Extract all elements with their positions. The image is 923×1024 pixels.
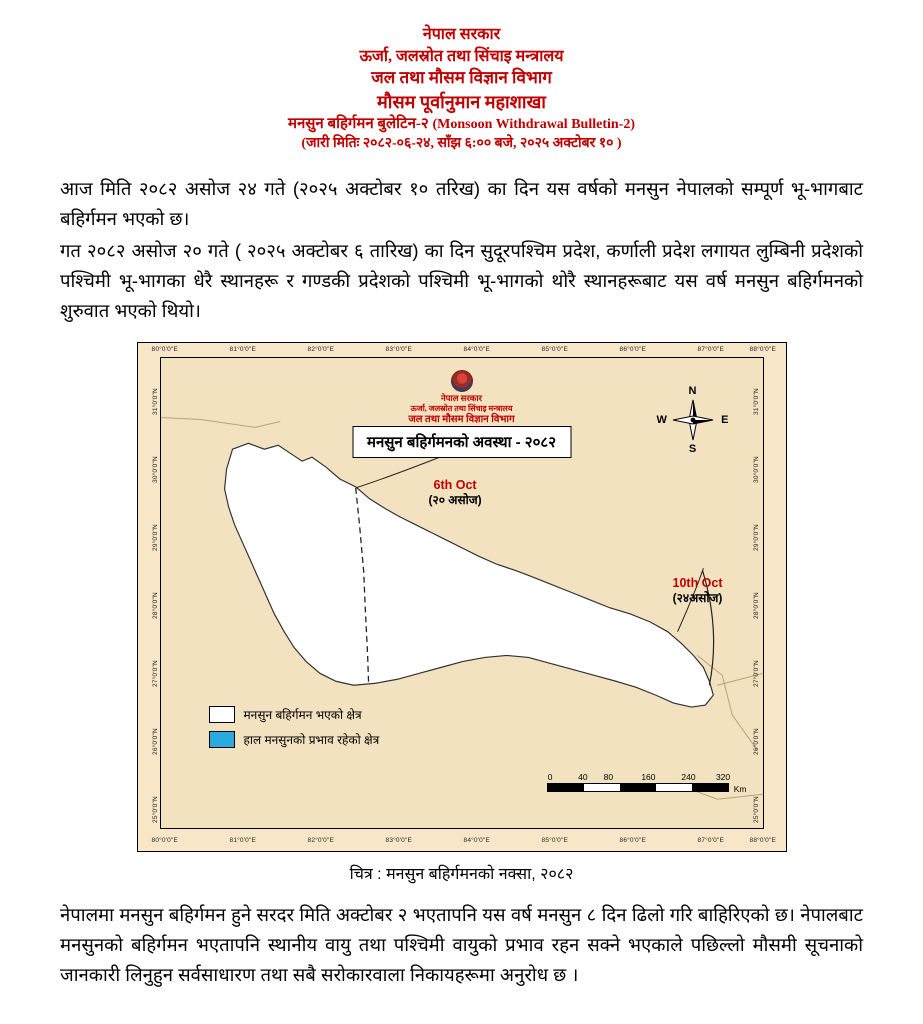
- annotation-6th-oct: [429, 478, 482, 507]
- compass-label-s: S: [688, 443, 697, 456]
- lon-tick-bottom-4: 84°0'0"E: [463, 837, 491, 845]
- lon-tick-bottom-6: 86°0'0"E: [619, 837, 647, 845]
- lon-tick-top-8: 88°0'0"E: [749, 346, 777, 354]
- lat-tick-left-2: 29°0'0"N: [151, 524, 159, 552]
- lat-tick-left-1: 30°0'0"N: [151, 456, 159, 484]
- lat-tick-left-6: 25°0'0"N: [151, 796, 159, 824]
- compass-label-n: N: [688, 385, 697, 398]
- lat-tick-right-5: 26°0'0"N: [752, 728, 760, 756]
- map-org-line2: ऊर्जा, जलस्रोत तथा सिंचाइ मन्त्रालय: [410, 403, 513, 413]
- scalebar-bar: [547, 783, 729, 792]
- map-scalebar: [547, 772, 747, 795]
- scalebar-tick-2: 80: [603, 772, 614, 783]
- scalebar-tick-5: 320: [715, 772, 731, 783]
- lon-tick-bottom-7: 87°0'0"E: [697, 837, 725, 845]
- lat-tick-right-3: 28°0'0"N: [752, 592, 760, 620]
- compass-label-e: E: [721, 414, 729, 427]
- nepal-emblem-icon: [451, 370, 473, 392]
- map-org-line3: जल तथा मौसम विज्ञान विभाग: [408, 413, 515, 425]
- lon-tick-bottom-0: 80°0'0"E: [151, 837, 179, 845]
- legend-swatch-blue: [209, 731, 235, 748]
- paragraph-bottom: नेपालमा मनसुन बहिर्गमन हुने सरदर मिति अक्टोबर २ भएतापनि यस वर्ष मनसुन ८ दिन ढिलो गरि बाहिरिएको छ। नेपालबाट मनसुनको बहिर्गमन भएतापनि स्थानीय वायु तथा पश्चिमी वायुको प्रभाव रहन सक्ने भएकाले पछिल्लो मौसमी सूचनाको जानकारी लिनुहुन सर्वसाधारण तथा सबै सरोकारवाला निकायहरूमा अनुरोध छ ।: [60, 904, 863, 985]
- scalebar-seg-4: [656, 784, 692, 791]
- lat-tick-right-6: 25°0'0"N: [752, 796, 760, 824]
- lon-tick-top-7: 87°0'0"E: [697, 346, 725, 354]
- scalebar-seg-2: [584, 784, 620, 791]
- lon-tick-top-0: 80°0'0"E: [151, 346, 179, 354]
- annotation-10th-oct-sub: (२४असोज): [672, 591, 723, 606]
- lat-tick-right-0: 31°0'0"N: [752, 388, 760, 416]
- scalebar-tick-0: 0: [547, 772, 553, 783]
- header-line-issued: (जारी मितिः २०८२-०६-२४, साँझ ६:०० बजे, २०२५ अक्टोबर १० ): [301, 136, 622, 152]
- lat-tick-left-4: 27°0'0"N: [151, 660, 159, 688]
- lon-tick-bottom-5: 85°0'0"E: [541, 837, 569, 845]
- lon-tick-top-5: 85°0'0"E: [541, 346, 569, 354]
- legend-swatch-white: [209, 706, 235, 723]
- lat-tick-right-4: 27°0'0"N: [752, 660, 760, 688]
- map-org-line1: नेपाल सरकार: [440, 393, 483, 404]
- compass-rose-icon: [656, 385, 729, 456]
- lat-tick-right-2: 29°0'0"N: [752, 524, 760, 552]
- scalebar-unit: Km: [733, 784, 747, 795]
- lon-tick-top-3: 83°0'0"E: [385, 346, 413, 354]
- lon-tick-top-4: 84°0'0"E: [463, 346, 491, 354]
- scalebar-tick-3: 160: [641, 772, 656, 783]
- header-line-department: जल तथा मौसम विज्ञान विभाग: [371, 68, 552, 88]
- compass-label-w: W: [656, 414, 667, 427]
- legend-label-active: हाल मनसुनको प्रभाव रहेको क्षेत्र: [243, 733, 380, 748]
- header-line-government: नेपाल सरकार: [422, 26, 501, 43]
- lat-tick-left-5: 26°0'0"N: [151, 728, 159, 756]
- annotation-6th-oct-label: 6th Oct: [433, 478, 477, 493]
- paragraph-one: आज मिति २०८२ असोज २४ गते (२०२५ अक्टोबर १० तरिख) का दिन यस वर्षको मनसुन नेपालको सम्पूर्ण भू-भागबाट बहिर्गमन भएको छ।: [60, 178, 863, 230]
- map-frame: [160, 357, 764, 829]
- bulletin-title-en: (Monsoon Withdrawal Bulletin-2): [432, 117, 635, 133]
- legend-label-withdrawn: मनसुन बहिर्गमन भएको क्षेत्र: [243, 708, 362, 723]
- map-legend: [209, 706, 380, 756]
- scalebar-seg-5: [692, 784, 728, 791]
- header-line-division: मौसम पूर्वानुमान महाशाखा: [377, 92, 546, 113]
- paragraph-two: गत २०८२ असोज २० गते ( २०२५ अक्टोबर ६ तारिख) का दिन सुदूरपश्चिम प्रदेश, कर्णाली प्रदेश लगायत लुम्बिनी प्रदेशको पश्चिमी भू-भागका धेरै स्थानहरू र गण्डकी प्रदेशको पश्चिमी भू-भागको थोरै स्थानहरूबाट यस वर्ष मनसुन बहिर्गमनको शुरुवात भएको थियो।: [60, 240, 863, 322]
- lat-tick-left-0: 31°0'0"N: [151, 388, 159, 416]
- legend-item-active: [209, 731, 380, 748]
- annotation-10th-oct: [673, 576, 723, 605]
- figure-caption: चित्र : मनसुन बहिर्गमनको नक्सा, २०८२: [349, 866, 574, 884]
- scalebar-seg-1: [548, 784, 584, 791]
- annotation-10th-oct-label: 10th Oct: [672, 576, 723, 591]
- lat-tick-right-1: 30°0'0"N: [752, 456, 760, 484]
- map-container: [137, 342, 787, 852]
- lon-tick-top-1: 81°0'0"E: [229, 346, 257, 354]
- scalebar-tick-4: 240: [681, 772, 696, 783]
- lon-tick-top-2: 82°0'0"E: [307, 346, 335, 354]
- bulletin-title-np: मनसुन बहिर्गमन बुलेटिन-२: [288, 116, 429, 133]
- map-title: मनसुन बहिर्गमनको अवस्था - २०८२: [352, 426, 571, 458]
- annotation-6th-oct-sub: (२० असोज): [428, 493, 482, 508]
- scalebar-tick-1: 40: [578, 772, 588, 783]
- header-line-bulletin: [60, 114, 863, 135]
- header-line-ministry: ऊर्जा, जलस्रोत तथा सिंचाइ मन्त्रालय: [359, 47, 564, 65]
- lon-tick-bottom-2: 82°0'0"E: [307, 837, 335, 845]
- lat-tick-left-3: 28°0'0"N: [151, 592, 159, 620]
- lon-tick-bottom-1: 81°0'0"E: [229, 837, 257, 845]
- scalebar-seg-3: [620, 784, 656, 791]
- legend-item-withdrawn: [209, 706, 380, 723]
- lon-tick-bottom-8: 88°0'0"E: [749, 837, 777, 845]
- lon-tick-top-6: 86°0'0"E: [619, 346, 647, 354]
- scalebar-ticks: [547, 772, 729, 783]
- document-header: [60, 24, 863, 154]
- lon-tick-bottom-3: 83°0'0"E: [385, 837, 413, 845]
- map-figure: [60, 342, 863, 884]
